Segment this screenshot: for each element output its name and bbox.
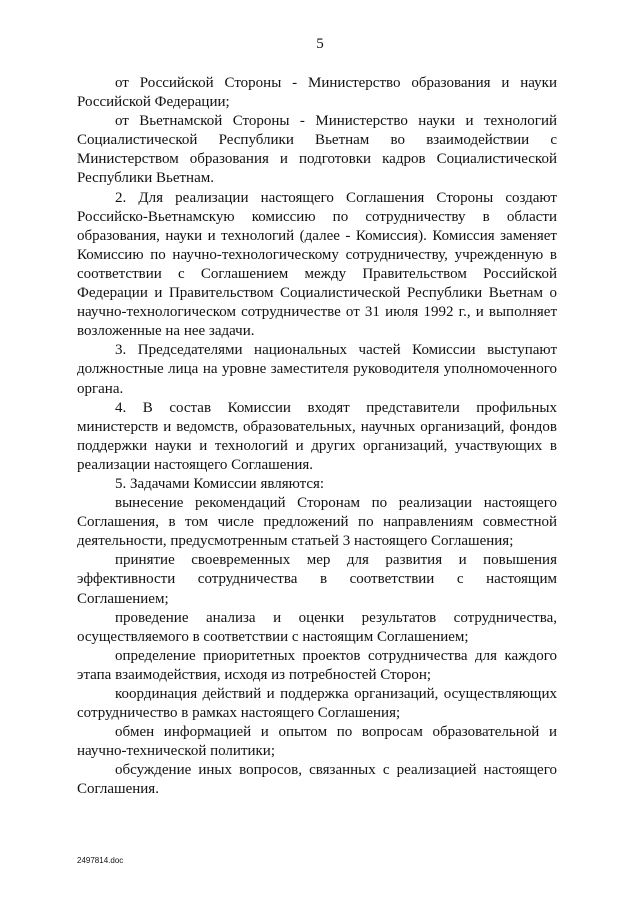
paragraph: 2. Для реализации настоящего Соглашения Стороны создают Российско-Вьетнамскую комиссию по сотрудничеству в области образования, науки и технологий (далее - Комиссия). Комиссия заменяет Комиссию по научно-технологическому сотрудничеству, учрежденную в соответствии с Соглашением между Правительством Российской Федерации и Правительством Социалистической Республики Вьетнам о научно-технологическом сотрудничестве от 31 июля 1992 г., и выполняет возложенные на нее задачи.	[77, 189, 557, 340]
page-number: 5	[316, 36, 324, 52]
paragraph: вынесение рекомендаций Сторонам по реализации настоящего Соглашения, в том числе предложений по направлениям совместной деятельности, предусмотренным статьей 3 настоящего Соглашения;	[77, 495, 557, 550]
paragraph: определение приоритетных проектов сотрудничества для каждого этапа взаимодействия, исходя из потребностей Сторон;	[77, 647, 557, 683]
paragraph: от Вьетнамской Стороны - Министерство науки и технологий Социалистической Республики Вьетнам во взаимодействии с Министерством образования и подготовки кадров Социалистической Республики Вьетнам.	[77, 113, 557, 187]
paragraph: координация действий и поддержка организаций, осуществляющих сотрудничество в рамках настоящего Соглашения;	[77, 686, 557, 722]
paragraph: 3. Председателями национальных частей Комиссии выступают должностные лица на уровне заместителя руководителя уполномоченного органа.	[77, 342, 557, 397]
document-body	[77, 74, 557, 800]
file-name-footer: 2497814.doc	[77, 856, 124, 865]
paragraph: обсуждение иных вопросов, связанных с реализацией настоящего Соглашения.	[77, 762, 557, 798]
paragraph: принятие своевременных мер для развития и повышения эффективности сотрудничества в соответствии с настоящим Соглашением;	[77, 552, 557, 607]
paragraph: проведение анализа и оценки результатов сотрудничества, осуществляемого в соответствии с настоящим Соглашением;	[77, 609, 557, 645]
paragraph: 4. В состав Комиссии входят представители профильных министерств и ведомств, образовательных, научных организаций, фондов поддержки науки и технологий и других организаций, участвующих в реализации настоящего Соглашения.	[77, 399, 557, 473]
paragraph: обмен информацией и опытом по вопросам образовательной и научно-технической политики;	[77, 724, 557, 760]
paragraph: от Российской Стороны - Министерство образования и науки Российской Федерации;	[77, 75, 557, 111]
paragraph: 5. Задачами Комиссии являются:	[115, 475, 325, 492]
